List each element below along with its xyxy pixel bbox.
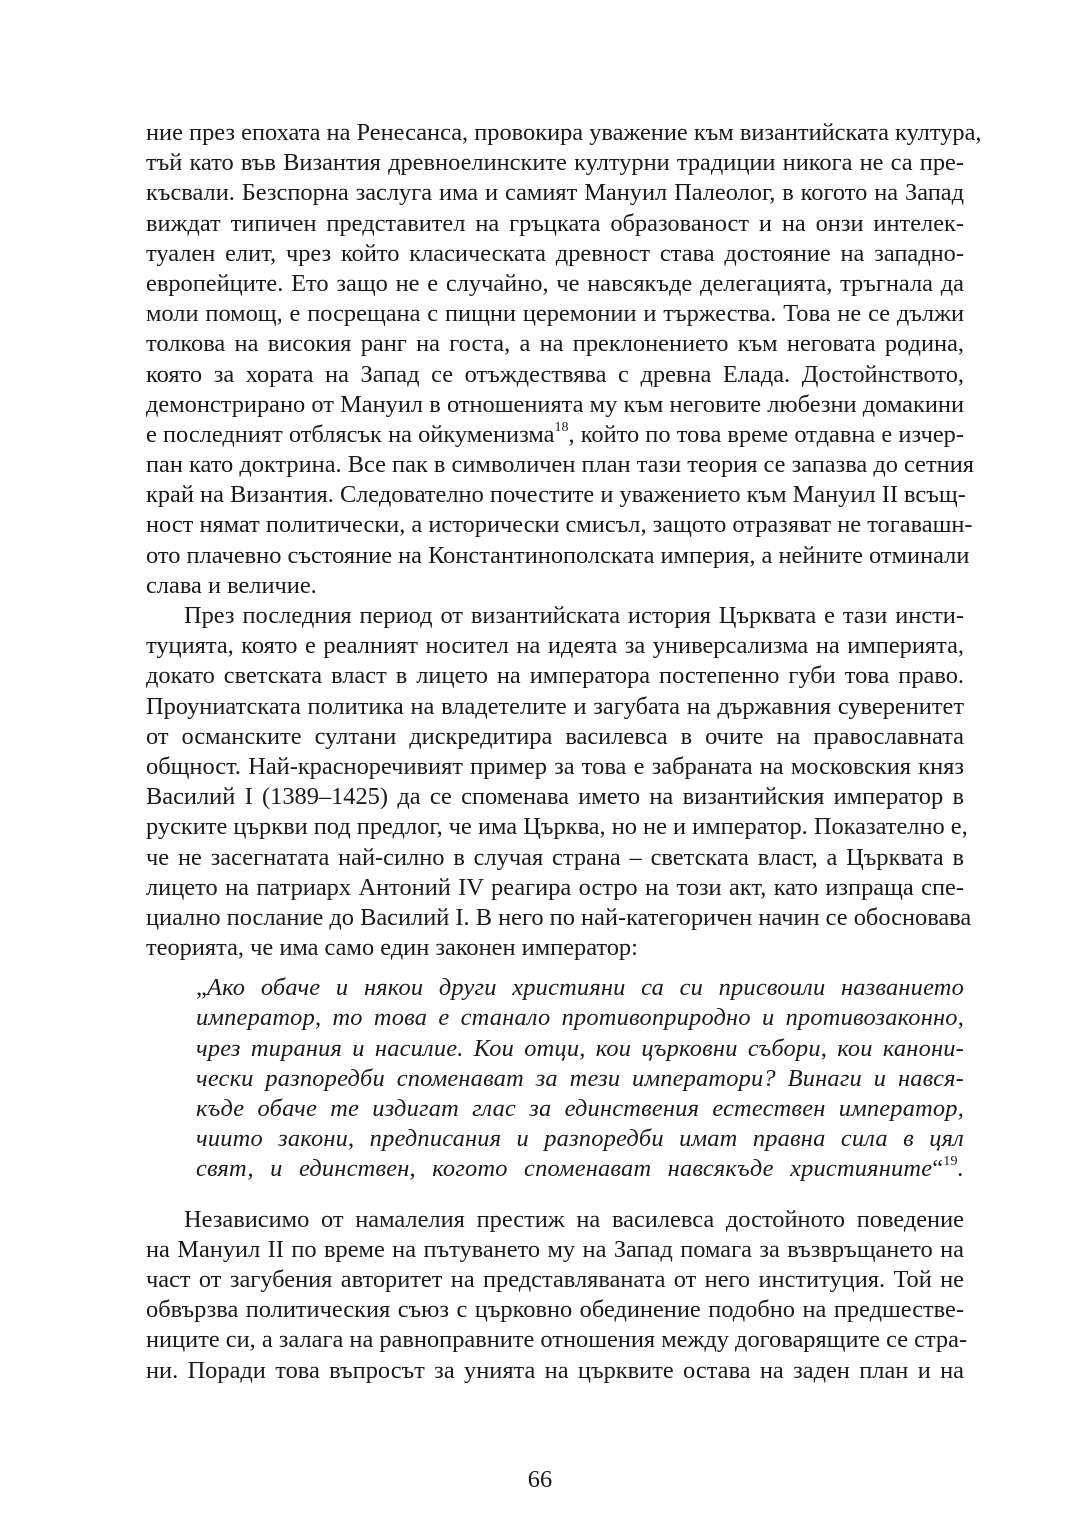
- paragraph-2: [146, 601, 972, 963]
- text-line: общност. Най-красноречивият пример за това е забраната на московския княз: [146, 752, 964, 780]
- text-fragment: е последният отблясък на ойкуменизма: [146, 420, 555, 448]
- quote-line: чрез тирания и насилие. Кои отци, кои църковни събори, кои канони-: [196, 1034, 964, 1062]
- text-line: че не засегнатата най-силно в случая страна – светската власт, а Църквата в: [146, 843, 964, 871]
- page-body: [146, 118, 982, 1386]
- quote-line: къде обаче те издигат глас за единствения естествен император,: [196, 1095, 964, 1122]
- text-fragment: , който по това време отдавна е изчер-: [568, 420, 964, 448]
- text-line: теорията, че има само един законен император:: [146, 934, 638, 962]
- text-line: Независимо от намалелия престиж на василевса достойното поведение: [184, 1205, 964, 1233]
- footnote-ref-18[interactable]: 18: [554, 419, 569, 435]
- text-line: обвързва политическия съюз с църковно обединение подобно на предшестве-: [146, 1296, 964, 1324]
- text-line: ото плачевно състояние на Константинополската империя, а нейните отминали: [146, 541, 970, 569]
- text-line: Проуниатската политика на владетелите и загубата на държавния суверенитет: [146, 692, 964, 720]
- text-line: от османските султани дискредитира василевса в очите на православната: [146, 722, 964, 750]
- quote-line-last: [196, 1154, 964, 1184]
- text-line: През последния период от византийската история Църквата е тази инсти-: [184, 602, 964, 629]
- text-line: част от загубения авторитет на представляваната от него институция. Той не: [146, 1265, 964, 1293]
- text-line: пан като доктрина. Все пак в символичен план тази теория се запазва до сетния: [146, 451, 974, 479]
- quote-line: чески разпоредби споменават за тези императори? Винаги и нався-: [196, 1064, 964, 1092]
- text-line: на Мануил II по време на пътуването му на Запад помага за възвръщането на: [146, 1235, 964, 1263]
- quote-text: свят, и единствен, когото споменават навсякъде християните: [196, 1155, 933, 1183]
- text-line: моли помощ, е посрещана с пищни церемонии и тържества. Това не се дължи: [146, 300, 964, 328]
- text-line: руските църкви под предлог, че има Църква, но не и император. Показателно е,: [146, 813, 968, 841]
- text-line: лицето на патриарх Антоний IV реагира остро на този акт, като изпраща спе-: [146, 873, 964, 901]
- footnote-ref-19[interactable]: 19: [943, 1154, 958, 1170]
- text-line: тъй като във Византия древноелинските културни традиции никога не са пре-: [146, 149, 964, 177]
- text-line: край на Византия. Следователно почестите и уважението към Мануил II всъщ-: [146, 481, 966, 509]
- text-line: ност нямат политически, а исторически смисъл, защото отразяват не тогавашн-: [146, 511, 973, 539]
- spacer: [146, 963, 964, 973]
- page-number: 66: [527, 1466, 553, 1493]
- paragraph-3: [146, 1205, 968, 1386]
- text-line: толкова на високия ранг на госта, а на преклонението към неговата родина,: [146, 330, 964, 358]
- spacer: [146, 1185, 964, 1205]
- text-line: виждат типичен представител на гръцката образованост и на онзи интелек-: [146, 209, 964, 237]
- open-quote-mark: „: [196, 974, 208, 1002]
- text-line: ние през епохата на Ренесанса, провокира уважение към византийската култура,: [146, 119, 982, 146]
- text-line: европейците. Ето защо не е случайно, че навсякъде делегацията, тръгнала да: [146, 269, 964, 297]
- quote-line: [196, 973, 964, 1003]
- text-line: ниците си, а залага на равноправните отношения между договарящите се стра-: [146, 1326, 968, 1354]
- text-line: докато светската власт в лицето на императора постепенно губи това право.: [146, 662, 964, 690]
- text-line: туцията, която е реалният носител на идеята за универсализма на империята,: [146, 632, 964, 660]
- text-line: късвали. Безспорна заслуга има и самият Мануил Палеолог, в когото на Запад: [146, 179, 964, 207]
- quote-line: император, то това е станало противоприродно и противозаконно,: [196, 1004, 964, 1032]
- text-line: туален елит, чрез който класическата древност става достояние на западно-: [146, 239, 964, 267]
- block-quote: [196, 973, 964, 1184]
- text-line: слава и величие.: [146, 571, 317, 599]
- quote-line: чиито закони, предписания и разпоредби имат правна сила в цял: [196, 1125, 964, 1153]
- text-line: която за хората на Запад се отъждествява с древна Елада. Достойнството,: [146, 360, 964, 388]
- text-line: ни. Поради това въпросът за унията на църквите остава на заден план и на: [146, 1356, 964, 1384]
- text-line: Василий I (1389–1425) да се споменава името на византийския император в: [146, 783, 964, 811]
- quote-text: Ако обаче и някои други християни са си присвоили названието: [207, 974, 964, 1002]
- text-line-with-footnote: [146, 420, 964, 450]
- text-line: демонстрирано от Мануил в отношенията му към неговите любезни домакини: [146, 390, 964, 418]
- paragraph-1: [146, 118, 982, 601]
- quote-end: .: [957, 1155, 964, 1183]
- close-quote-mark: “: [932, 1155, 944, 1183]
- text-line: циално послание до Василий I. В него по най-категоричен начин се обосновава: [146, 903, 972, 931]
